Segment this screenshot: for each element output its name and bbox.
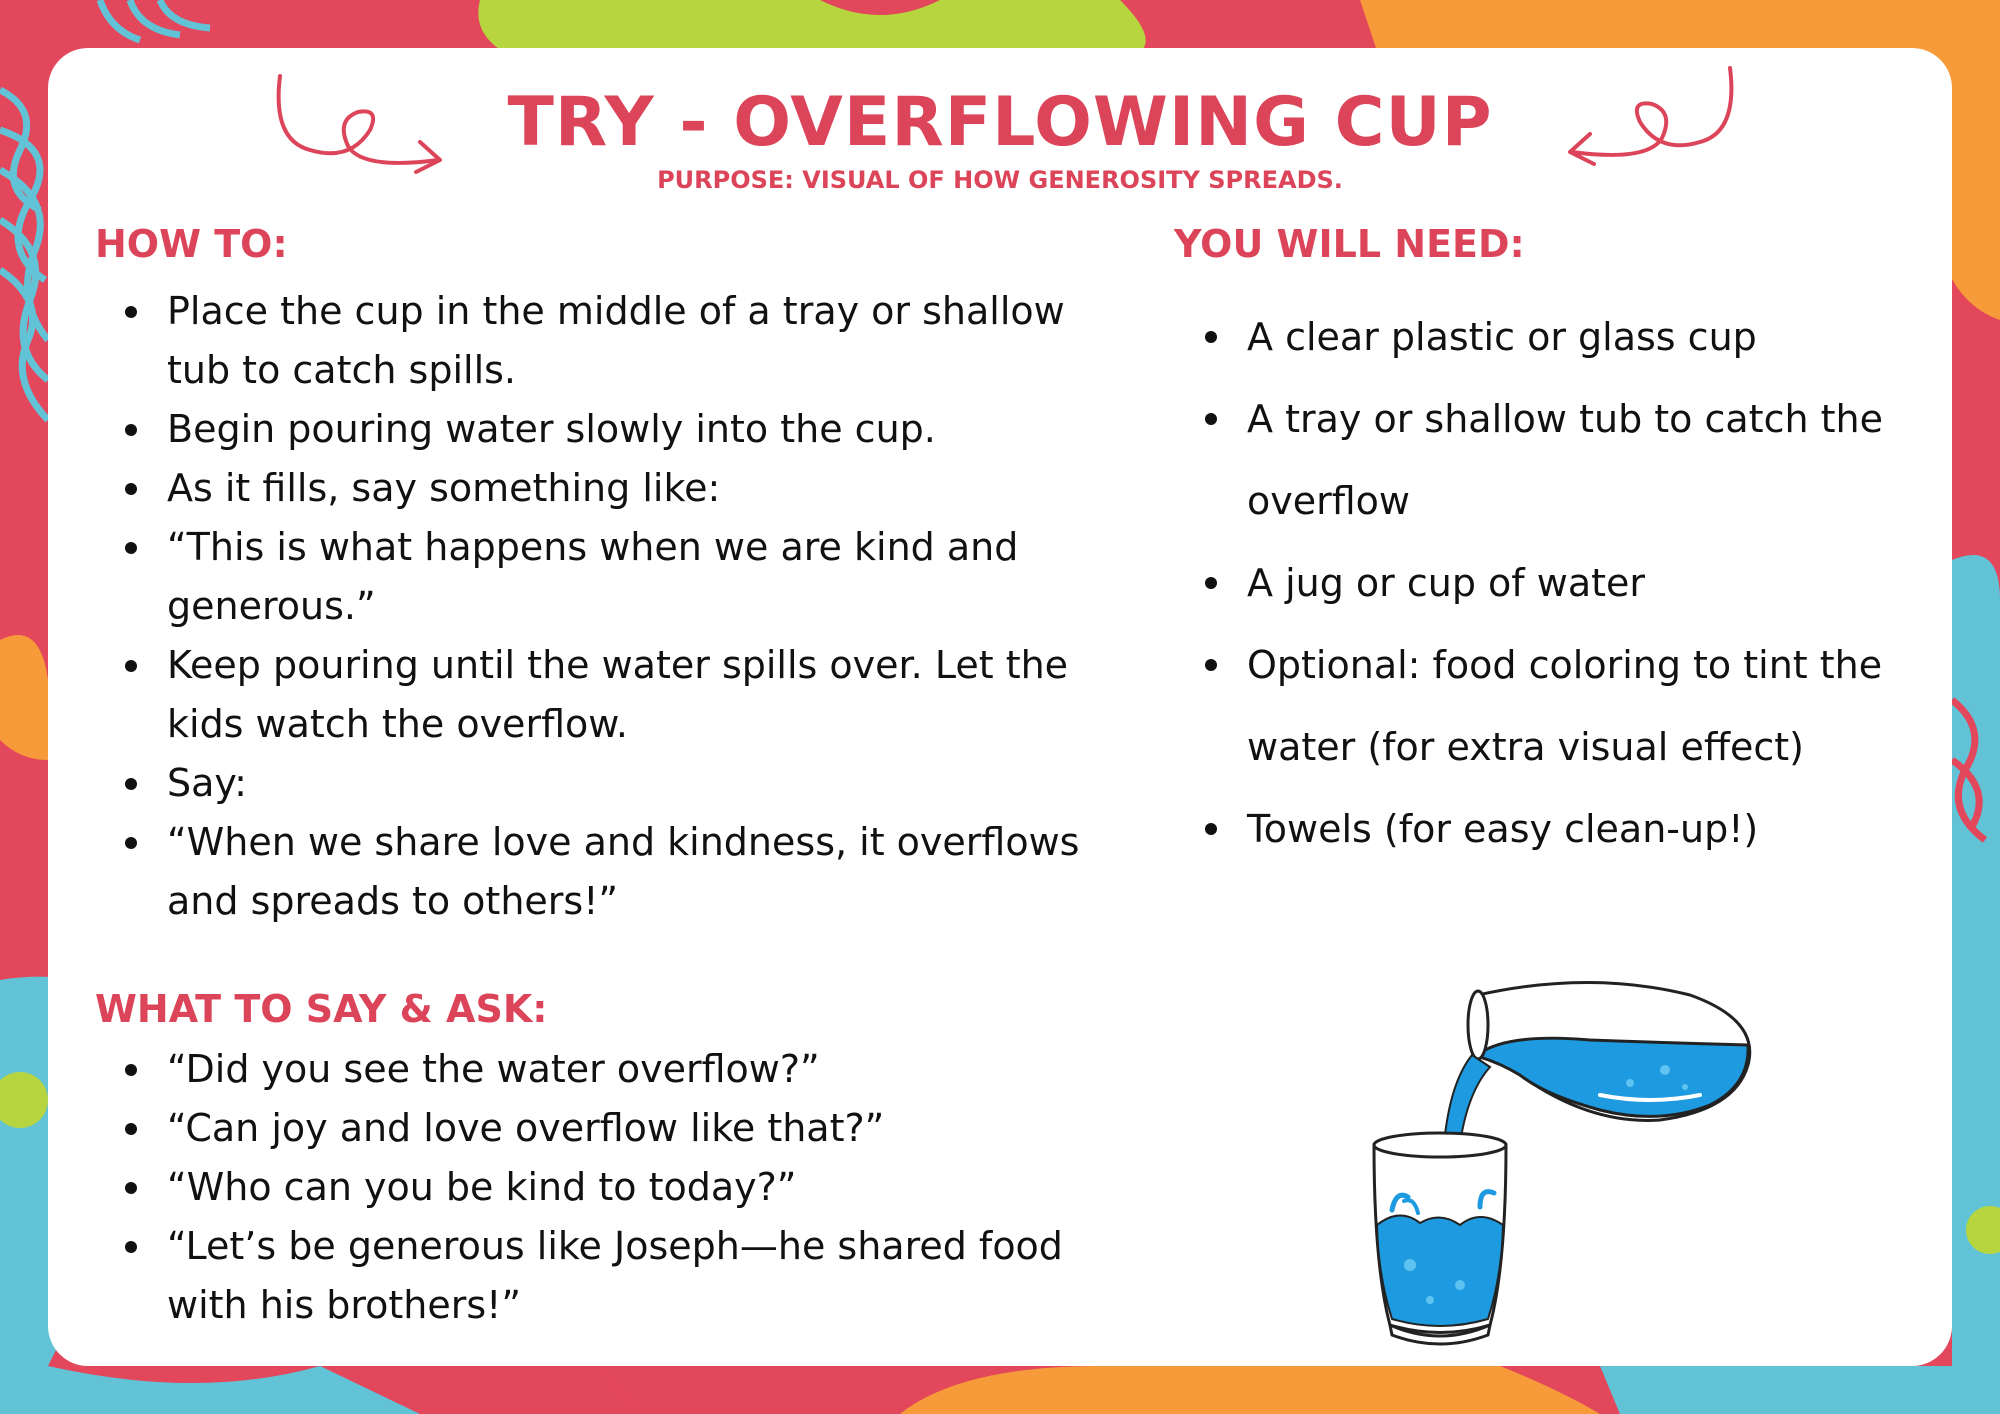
list-item: Towels (for easy clean-up!) — [1175, 788, 1905, 870]
list-item: Say: — [95, 754, 1085, 813]
how-to-heading: HOW TO: — [95, 222, 288, 266]
pitcher-pouring-water-icon — [1330, 975, 1770, 1355]
what-to-say-list — [95, 1040, 1085, 1335]
what-to-say-heading: WHAT TO SAY & ASK: — [95, 987, 548, 1031]
list-item: Place the cup in the middle of a tray or shallow tub to catch spills. — [95, 282, 1085, 400]
list-item: Optional: food coloring to tint the water (for extra visual effect) — [1175, 624, 1905, 788]
list-item: “Can joy and love overflow like that?” — [95, 1099, 1085, 1158]
list-item: “Did you see the water overflow?” — [95, 1040, 1085, 1099]
you-will-need-list — [1175, 296, 1905, 870]
how-to-list — [95, 282, 1085, 931]
list-item: “Who can you be kind to today?” — [95, 1158, 1085, 1217]
list-item: A clear plastic or glass cup — [1175, 296, 1905, 378]
list-item: “This is what happens when we are kind and generous.” — [95, 518, 1085, 636]
list-item: As it fills, say something like: — [95, 459, 1085, 518]
list-item: “Let’s be generous like Joseph—he shared food with his brothers!” — [95, 1217, 1085, 1335]
list-item: A jug or cup of water — [1175, 542, 1905, 624]
list-item: “When we share love and kindness, it overflows and spreads to others!” — [95, 813, 1085, 931]
page-subtitle: PURPOSE: VISUAL OF HOW GENEROSITY SPREADS. — [657, 166, 1343, 194]
page-title: TRY - OVERFLOWING CUP — [507, 83, 1493, 162]
you-will-need-heading: YOU WILL NEED: — [1174, 222, 1525, 266]
list-item: A tray or shallow tub to catch the overflow — [1175, 378, 1905, 542]
list-item: Keep pouring until the water spills over. Let the kids watch the overflow. — [95, 636, 1085, 754]
list-item: Begin pouring water slowly into the cup. — [95, 400, 1085, 459]
